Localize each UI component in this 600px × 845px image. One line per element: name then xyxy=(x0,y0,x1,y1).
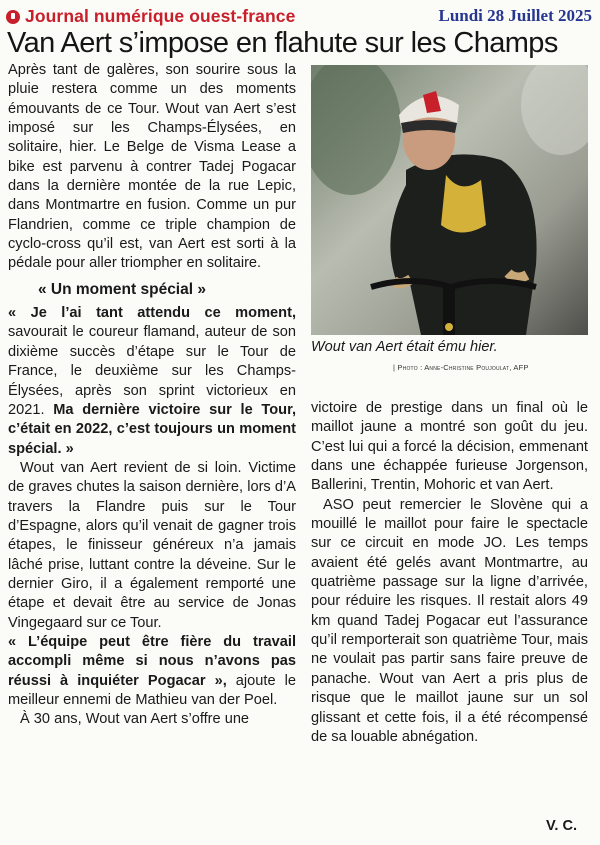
article-column-left xyxy=(8,61,296,730)
col2-paragraph-2: ASO peut remercier le Slovène qui a mouillé le maillot pour faire le spectacle sur ce circuit en mode JO. Les temps avaient été gelés avant Montmartre, au quatrième passage sur la ligne d’arrivée, pour réduire les risques. Il restait alors 49 km quand Tadej Pogacar eut l’assurance qu’il remporterait son quatrième Tour, mais ne voulait pas partir sans faire preuve de panache. Wout van Aert a pris plus de risque que le maillot jaune sur un sol glissant et cette fois, il a été récompensé de sa louable abnégation. xyxy=(311,496,588,745)
article-column-right xyxy=(311,399,588,747)
publication-date: Lundi 28 Juillet 2025 xyxy=(438,6,592,25)
article-subhead: « Un moment spécial » xyxy=(38,280,206,298)
quote-text-3: ajoute le meilleur ennemi de Mathieu van der Poel. xyxy=(8,672,296,708)
quote-text-1: savourait le coureur flamand, auteur de son dixième succès d’étape sur le Tour de France, le deuxième sur les Champs-Élysées, après son sprint victorieux en 2021. xyxy=(8,324,296,418)
brand-name: Journal numérique ouest-france xyxy=(25,6,296,26)
quote-bold-2: Ma dernière victoire sur le Tour, c’était en 2022, c’est toujours un moment spécial. » xyxy=(8,401,296,457)
author-signature: V. C. xyxy=(546,818,578,834)
cyclist-photo-illustration xyxy=(311,65,588,335)
photo-caption: Wout van Aert était ému hier. xyxy=(311,339,498,355)
brand xyxy=(6,6,295,27)
paragraph-2: Wout van Aert revient de si loin. Victime de graves chutes la saison dernière, lors d’A travers la Flandre puis sur le Tour d’Espagne, alors qu’il venait de gagner trois étapes, le finisseur généreux n’a jamais lâché prise, luttant contre la déveine. Sur le dernier Giro, il a également remporté une étape et devait être au service de Jonas Vingegaard sur ce Tour. xyxy=(8,459,296,631)
article-headline: Van Aert s’impose en flahute sur les Champs xyxy=(7,27,558,59)
photo-credit: | Photo : Anne-Christine Poujoulat, AFP xyxy=(393,363,529,372)
col2-paragraph-1: victoire de prestige dans un final où le maillot jaune a montré son goût du jeu. C’est lui qui a forcé la décision, emmenant dans une échappée furieuse Jorgenson, Ballerini, Trentin, Mohoric et van Aert. xyxy=(311,400,588,494)
paragraph-3-start: À 30 ans, Wout van Aert s’offre une xyxy=(20,711,250,728)
article-intro: Après tant de galères, son sourire sous la pluie restera comme un des moments émouvants de ce Tour. Wout van Aert s’est imposé sur les Champs-Élysées, en solitaire, hier. Le Belge de Visma Lease a bike est parvenu à contrer Tadej Pogacar dans la dernière montée de la rue Lepic, dans Montmartre en fusion. Comme un pur Flandrien, comme ce triple champion de cyclo-cross qu’il est, van Aert est sorti à la pédale pour aller triompher en solitaire. xyxy=(8,62,296,272)
quote-paragraph xyxy=(8,304,296,459)
quote-bold-1: « Je l’ai tant attendu ce moment, xyxy=(8,305,296,322)
article-photo xyxy=(311,65,588,335)
quote-paragraph-2 xyxy=(8,633,296,710)
quote-bold-3: « L’équipe peut être fière du travail accompli même si nous n’avons pas réussi à inquiéter Pogacar », xyxy=(8,633,296,689)
ouest-france-logo-icon xyxy=(6,10,20,24)
masthead xyxy=(6,4,594,28)
